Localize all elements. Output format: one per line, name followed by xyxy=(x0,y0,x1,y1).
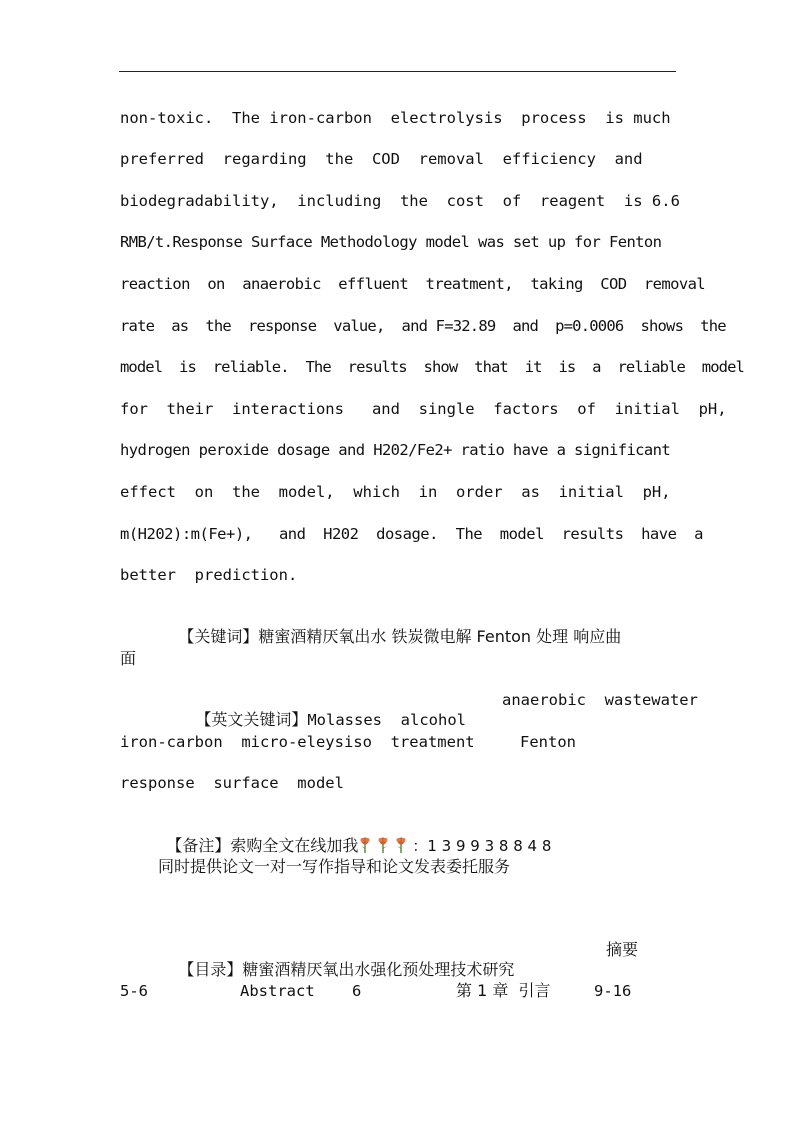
abstract-line: hydrogen peroxide dosage and H202/Fe2+ ratio have a significant xyxy=(120,441,671,459)
abstract-line: RMB/t.Response Surface Methodology model was set up for Fenton xyxy=(120,233,662,251)
abstract-line: reaction on anaerobic effluent treatment, taking COD removal xyxy=(120,275,706,293)
keywords-en-item: Molasses alcohol xyxy=(307,711,466,729)
flower-icon xyxy=(358,836,372,854)
abstract-line: m(H202):m(Fe+), and H202 dosage. The model results have a xyxy=(120,525,703,543)
abstract-line: model is reliable. The results show that it is a reliable model xyxy=(120,358,744,376)
toc-label: 【目录】 xyxy=(178,960,243,979)
keywords-en-item: iron-carbon micro-eleysiso treatment xyxy=(120,733,475,751)
abstract-line: effect on the model, which in order as initial pH, xyxy=(120,483,671,501)
flower-icon xyxy=(376,836,390,854)
abstract-line: non-toxic. The iron-carbon electrolysis process is much xyxy=(120,109,671,127)
note-service: 同时提供论文一对一写作指导和论文发表委托服务 xyxy=(158,857,511,876)
header-rule xyxy=(119,71,676,72)
abstract-line: better prediction. xyxy=(120,566,298,584)
toc-item-label: Abstract xyxy=(240,982,315,1000)
abstract-line: biodegradability, including the cost of reagent is 6.6 xyxy=(120,192,680,210)
keywords-label: 【关键词】 xyxy=(178,627,259,646)
toc-item-label: 摘要 xyxy=(606,940,639,959)
note-line xyxy=(146,816,552,855)
toc-title-line xyxy=(158,940,515,979)
toc-item-pages: 5-6 xyxy=(120,982,148,1000)
note-text: 索购全文在线加我 xyxy=(230,836,359,855)
abstract-line: preferred regarding the COD removal efficiency and xyxy=(120,150,643,168)
keywords-en-item: response surface model xyxy=(120,774,344,792)
keywords-en-line1 xyxy=(158,690,466,729)
toc-item-pages: 9-16 xyxy=(594,982,632,1000)
toc-item-label: 第 1 章 引言 xyxy=(456,981,551,1000)
note-label: 【备注】 xyxy=(166,836,231,855)
keywords-en-label: 【英文关键词】 xyxy=(195,710,308,729)
keywords-text: 糖蜜酒精厌氧出水 铁炭微电解 Fenton 处理 响应曲 xyxy=(258,627,622,646)
toc-title: 糖蜜酒精厌氧出水强化预处理技术研究 xyxy=(242,960,515,979)
note-contact: ：1 3 9 9 3 8 8 4 8 xyxy=(412,837,552,855)
toc-item-pages: 6 xyxy=(352,982,362,1000)
keywords-line xyxy=(158,607,622,646)
abstract-line: rate as the response value, and F=32.89 and p=0.0006 shows the xyxy=(120,317,726,335)
flower-icon xyxy=(394,836,408,854)
abstract-line: for their interactions and single factors of initial pH, xyxy=(120,400,727,418)
keywords-en-item: Fenton xyxy=(520,733,576,751)
keywords-en-item: anaerobic wastewater xyxy=(502,691,698,709)
keywords-overflow: 面 xyxy=(120,649,137,668)
